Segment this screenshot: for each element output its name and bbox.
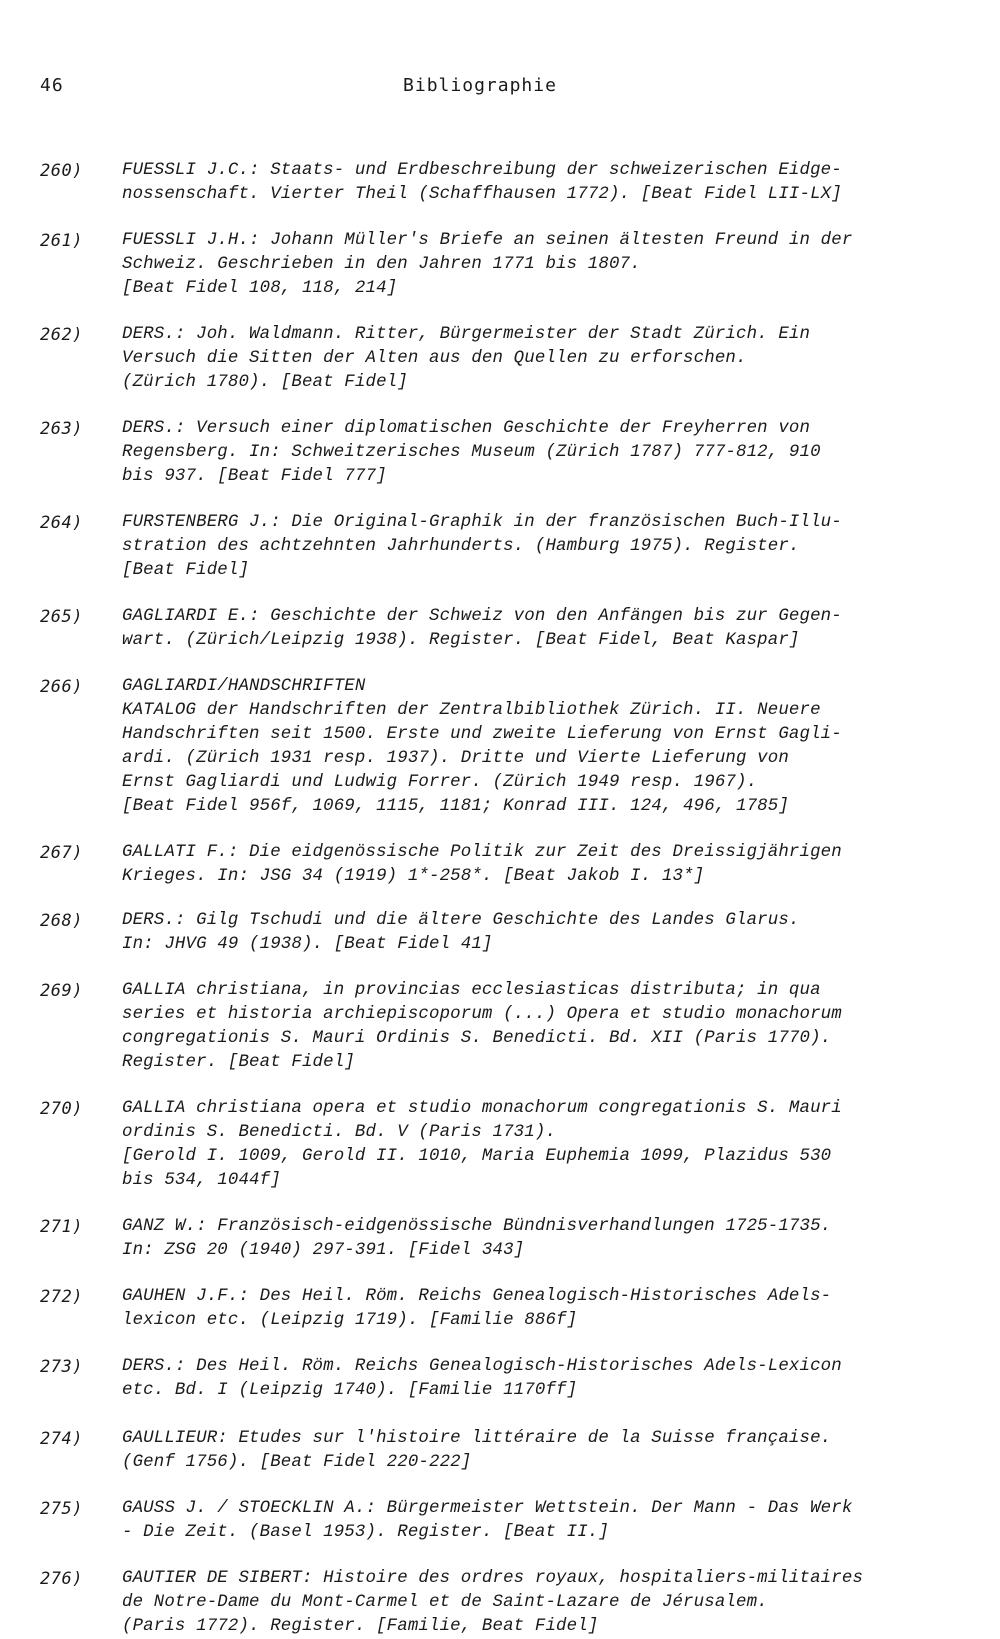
entry-line: bis 937. [Beat Fidel 777] — [122, 467, 387, 486]
entry-number: 264) — [40, 513, 83, 533]
entry-line: GAUSS J. / STOECKLIN A.: Bürgermeister Wettstein. Der Mann - Das Werk — [122, 1499, 853, 1518]
entry-line: Handschriften seit 1500. Erste und zweite Lieferung von Ernst Gagli- — [122, 725, 842, 744]
entry-number: 272) — [40, 1287, 83, 1307]
entry-line: FUESSLI J.C.: Staats- und Erdbeschreibung der schweizerischen Eidge- — [122, 161, 842, 180]
entry-text — [122, 605, 940, 653]
entry-number: 271) — [40, 1217, 83, 1237]
bibliography-list — [40, 137, 940, 1639]
entry-text — [122, 1567, 940, 1639]
entry-line: [Beat Fidel 956f, 1069, 1115, 1181; Konrad III. 124, 496, 1785] — [122, 797, 789, 816]
entry-line: GAULLIEUR: Etudes sur l'histoire littéraire de la Suisse française. — [122, 1429, 832, 1448]
bibliography-entry — [40, 1427, 940, 1475]
entry-line: Versuch die Sitten der Alten aus den Quellen zu erforschen. — [122, 349, 747, 368]
bibliography-entry — [40, 979, 940, 1075]
entry-number: 268) — [40, 911, 83, 931]
entry-text — [122, 159, 940, 207]
bibliography-entry — [40, 1285, 940, 1333]
entry-line: GALLATI F.: Die eidgenössische Politik zur Zeit des Dreissigjährigen — [122, 843, 842, 862]
entry-text — [122, 1215, 940, 1263]
entry-line: GANZ W.: Französisch-eidgenössische Bündnisverhandlungen 1725-1735. — [122, 1217, 832, 1236]
entry-line: In: ZSG 20 (1940) 297-391. [Fidel 343] — [122, 1241, 525, 1260]
entry-line: stration des achtzehnten Jahrhunderts. (Hamburg 1975). Register. — [122, 537, 800, 556]
page-header — [40, 75, 920, 101]
page-number: 46 — [40, 75, 64, 96]
entry-number: 276) — [40, 1569, 83, 1589]
entry-line: GALLIA christiana opera et studio monachorum congregationis S. Mauri — [122, 1099, 842, 1118]
entry-number: 273) — [40, 1357, 83, 1377]
bibliography-entry — [40, 511, 940, 583]
entry-line: etc. Bd. I (Leipzig 1740). [Familie 1170ff] — [122, 1381, 578, 1400]
bibliography-entry — [40, 159, 940, 207]
bibliography-entry — [40, 229, 940, 301]
entry-text — [122, 909, 940, 957]
bibliography-entry — [40, 605, 940, 653]
entry-text — [122, 1285, 940, 1333]
bibliography-entry — [40, 1497, 940, 1545]
entry-line: DERS.: Gilg Tschudi und die ältere Geschichte des Landes Glarus. — [122, 911, 800, 930]
entry-line: ardi. (Zürich 1931 resp. 1937). Dritte und Vierte Lieferung von — [122, 749, 789, 768]
entry-line: FUESSLI J.H.: Johann Müller's Briefe an seinen ältesten Freund in der — [122, 231, 853, 250]
page-title: Bibliographie — [403, 75, 557, 96]
entry-number: 267) — [40, 843, 83, 863]
bibliography-entry — [40, 1097, 940, 1193]
entry-line: de Notre-Dame du Mont-Carmel et de Saint-Lazare de Jérusalem. — [122, 1593, 768, 1612]
entry-text — [122, 1497, 940, 1545]
entry-line: GAGLIARDI E.: Geschichte der Schweiz von den Anfängen bis zur Gegen- — [122, 607, 842, 626]
entry-number: 275) — [40, 1499, 83, 1519]
entry-line: GALLIA christiana, in provincias ecclesiasticas distributa; in qua — [122, 981, 821, 1000]
entry-text — [122, 511, 940, 583]
entry-number: 270) — [40, 1099, 83, 1119]
entry-line: ordinis S. Benedicti. Bd. V (Paris 1731). — [122, 1123, 557, 1142]
bibliography-entry — [40, 841, 940, 889]
bibliography-entry — [40, 323, 940, 395]
entry-line: DERS.: Joh. Waldmann. Ritter, Bürgermeister der Stadt Zürich. Ein — [122, 325, 811, 344]
entry-text — [122, 417, 940, 489]
entry-text — [122, 229, 940, 301]
entry-line: DERS.: Versuch einer diplomatischen Geschichte der Freyherren von — [122, 419, 811, 438]
entry-number: 266) — [40, 677, 83, 697]
entry-line: wart. (Zürich/Leipzig 1938). Register. [Beat Fidel, Beat Kaspar] — [122, 631, 800, 650]
entry-line: (Zürich 1780). [Beat Fidel] — [122, 373, 408, 392]
bibliography-entry — [40, 1215, 940, 1263]
entry-text — [122, 675, 940, 819]
entry-text — [122, 323, 940, 395]
entry-line: series et historia archiepiscoporum (...) Opera et studio monachorum — [122, 1005, 842, 1024]
entry-line: DERS.: Des Heil. Röm. Reichs Genealogisch-Historisches Adels-Lexicon — [122, 1357, 842, 1376]
entry-number: 263) — [40, 419, 83, 439]
entry-line: GAUTIER DE SIBERT: Histoire des ordres royaux, hospitaliers-militaires — [122, 1569, 864, 1588]
entry-text — [122, 1427, 940, 1475]
entry-text — [122, 1097, 940, 1193]
entry-line: FURSTENBERG J.: Die Original-Graphik in der französischen Buch-Illu- — [122, 513, 842, 532]
entry-number: 274) — [40, 1429, 83, 1449]
entry-line: Regensberg. In: Schweitzerisches Museum (Zürich 1787) 777-812, 910 — [122, 443, 821, 462]
entry-line: nossenschaft. Vierter Theil (Schaffhausen 1772). [Beat Fidel LII-LX] — [122, 185, 842, 204]
entry-line: (Genf 1756). [Beat Fidel 220-222] — [122, 1453, 472, 1472]
entry-line: bis 534, 1044f] — [122, 1171, 281, 1190]
entry-line: Register. [Beat Fidel] — [122, 1053, 355, 1072]
entry-text — [122, 1355, 940, 1403]
bibliography-entry — [40, 417, 940, 489]
bibliography-entry — [40, 1355, 940, 1403]
entry-number: 269) — [40, 981, 83, 1001]
entry-number: 260) — [40, 161, 83, 181]
bibliography-entry — [40, 909, 940, 957]
entry-line: [Beat Fidel 108, 118, 214] — [122, 279, 398, 298]
entry-line: congregationis S. Mauri Ordinis S. Benedicti. Bd. XII (Paris 1770). — [122, 1029, 832, 1048]
entry-line: In: JHVG 49 (1938). [Beat Fidel 41] — [122, 935, 493, 954]
entry-line: GAUHEN J.F.: Des Heil. Röm. Reichs Genealogisch-Historisches Adels- — [122, 1287, 832, 1306]
entry-text — [122, 841, 940, 889]
bibliography-entry — [40, 1567, 940, 1639]
bibliography-entry — [40, 675, 940, 819]
entry-line: GAGLIARDI/HANDSCHRIFTEN — [122, 677, 366, 696]
entry-line: [Gerold I. 1009, Gerold II. 1010, Maria Euphemia 1099, Plazidus 530 — [122, 1147, 832, 1166]
entry-line: Krieges. In: JSG 34 (1919) 1*-258*. [Beat Jakob I. 13*] — [122, 867, 705, 886]
entry-line: - Die Zeit. (Basel 1953). Register. [Beat II.] — [122, 1523, 609, 1542]
entry-number: 261) — [40, 231, 83, 251]
entry-line: Ernst Gagliardi und Ludwig Forrer. (Zürich 1949 resp. 1967). — [122, 773, 758, 792]
entry-line: [Beat Fidel] — [122, 561, 250, 580]
entry-line: lexicon etc. (Leipzig 1719). [Familie 886f] — [122, 1311, 578, 1330]
entry-line: Schweiz. Geschrieben in den Jahren 1771 bis 1807. — [122, 255, 641, 274]
entry-line: (Paris 1772). Register. [Familie, Beat Fidel] — [122, 1617, 599, 1636]
entry-number: 262) — [40, 325, 83, 345]
entry-line: KATALOG der Handschriften der Zentralbibliothek Zürich. II. Neuere — [122, 701, 821, 720]
entry-number: 265) — [40, 607, 83, 627]
entry-text — [122, 979, 940, 1075]
